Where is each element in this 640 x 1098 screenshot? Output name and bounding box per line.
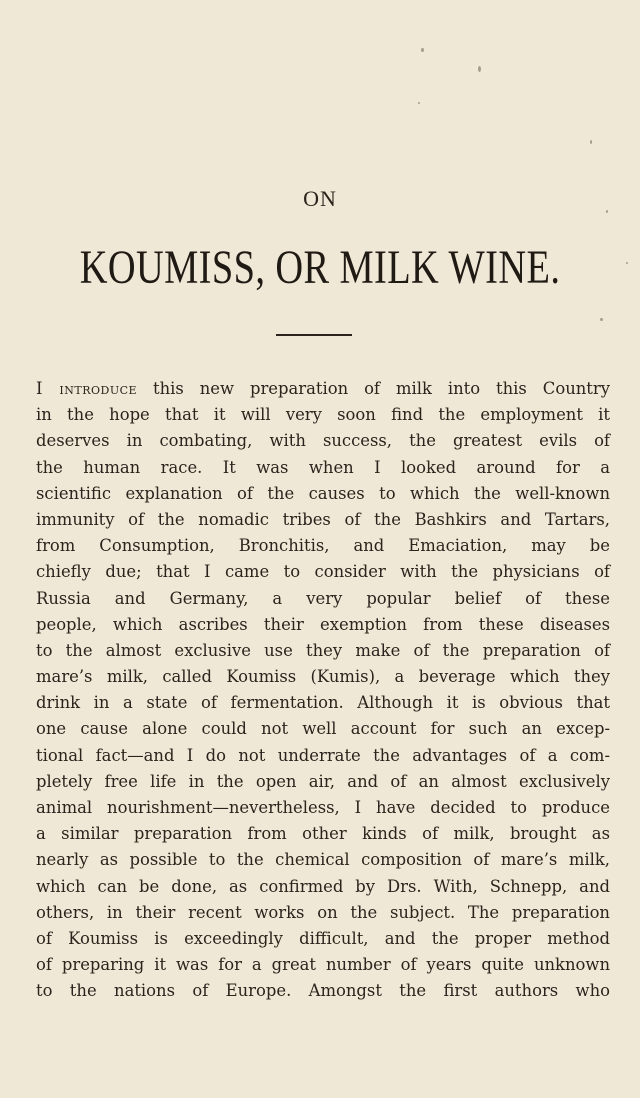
heading-on: ON <box>303 186 337 211</box>
text-line: the human race. It was when I looked around for a <box>36 457 610 477</box>
text-line: from Consumption, Bronchitis, and Emaciation, may be <box>36 536 610 556</box>
print-speck <box>421 48 424 52</box>
text-line: people, which ascribes their exemption from these diseases <box>36 614 610 634</box>
text-line: drink in a state of fermentation. Although it is obvious that <box>36 693 610 713</box>
print-speck <box>478 66 481 72</box>
text-line: of Koumiss is exceedingly difficult, and the proper method <box>36 928 610 948</box>
print-speck <box>600 318 603 321</box>
body-paragraph <box>36 376 610 1005</box>
text-line: which can be done, as confirmed by Drs. With, Schnepp, and <box>36 876 610 896</box>
text-line-content: this new preparation of milk into this Country <box>137 379 610 398</box>
text-line: chiefly due; that I came to consider with the physicians of <box>36 562 610 582</box>
text-line: of preparing it was for a great number of years quite unknown <box>36 955 610 975</box>
text-line: to the nations of Europe. Amongst the first authors who <box>36 981 610 1001</box>
text-line: others, in their recent works on the subject. The preparation <box>36 902 610 922</box>
text-line: pletely free life in the open air, and of an almost exclusively <box>36 771 610 791</box>
text-line: a similar preparation from other kinds of milk, brought as <box>36 824 610 844</box>
text-line: one cause alone could not well account for such an excep- <box>36 719 610 739</box>
text-line: to the almost exclusive use they make of the preparation of <box>36 640 610 660</box>
text-line: mare’s milk, called Koumiss (Kumis), a beverage which they <box>36 667 610 687</box>
text-line: deserves in combating, with success, the greatest evils of <box>36 431 610 451</box>
text-line: tional fact—and I do not underrate the advantages of a com- <box>36 745 610 765</box>
text-line: scientific explanation of the causes to which the well-known <box>36 483 610 503</box>
page-title: KOUMISS, OR MILK WINE. <box>79 241 561 294</box>
text-line: Russia and Germany, a very popular belief of these <box>36 588 610 608</box>
print-speck <box>626 262 628 264</box>
print-speck <box>590 140 592 144</box>
lead-word: I introduce <box>36 379 138 398</box>
text-line: nearly as possible to the chemical composition of mare’s milk, <box>36 850 610 870</box>
text-line: immunity of the nomadic tribes of the Bashkirs and Tartars, <box>36 509 610 529</box>
print-speck <box>418 102 420 104</box>
title-divider <box>276 334 352 336</box>
text-line: in the hope that it will very soon find the employment it <box>36 405 610 425</box>
text-line: animal nourishment—nevertheless, I have decided to produce <box>36 798 610 817</box>
text-line <box>36 376 610 402</box>
